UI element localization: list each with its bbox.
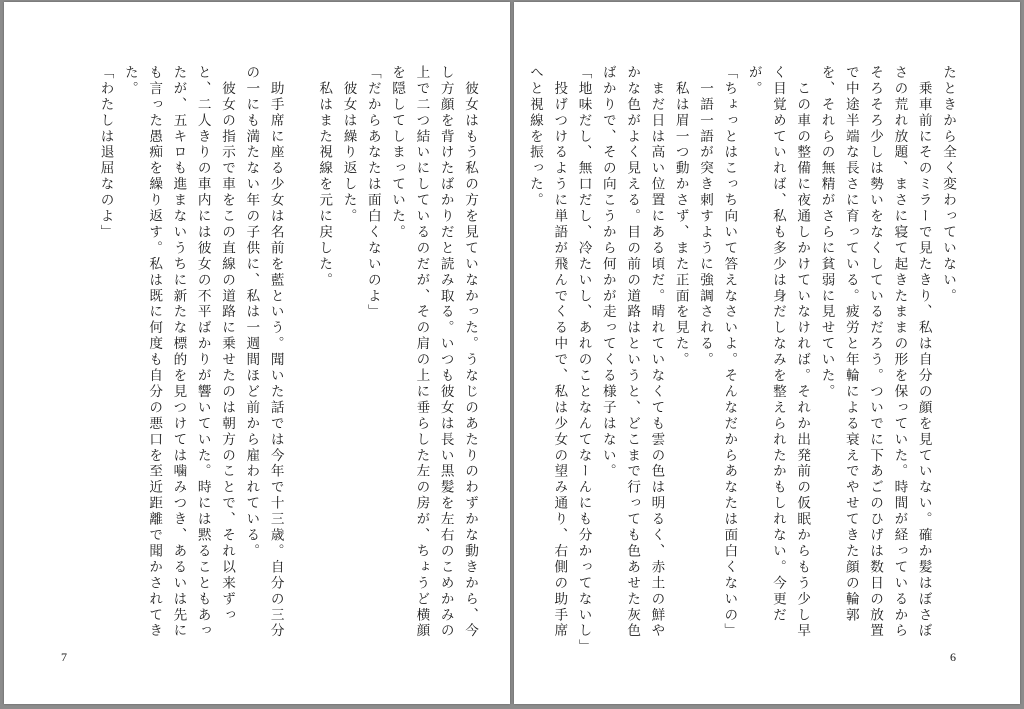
page-number-right: 6 — [950, 650, 956, 664]
paragraph: 彼女は繰り返した。 — [340, 65, 357, 225]
paragraph: 私は眉一つ動かさず、また正面を見た。 — [672, 65, 689, 369]
page-left[interactable] — [4, 2, 510, 704]
page-right[interactable] — [514, 2, 1020, 704]
paragraph: 彼女はもう私の方を見ていなかった。うなじのあたりのわずかな動きから、今し方顔を背けたばかりだと読み取る。いつも彼女は長い黒髪を左右のこめかみの上で二つ結いにしているのだが、その肩の上に垂らした左の房が、ちょうど横顔を隠してしまっていた。 — [389, 65, 478, 640]
paragraph: 「ちょっとはこっち向いて答えなさいよ。そんなだからあなたは面白くないの」 — [721, 65, 738, 640]
paragraph-blank — [288, 65, 312, 655]
paragraph: この車の整備に夜通しかけていなければ。それか出発前の仮眠からもう少し早く目覚めていれば、私も多少は身だしなみを整えられたかもしれない。今更だが。 — [745, 65, 811, 640]
paragraph: 「だからあなたは面白くないのよ」 — [364, 65, 381, 321]
paragraph: 私はまた視線を元に戻した。 — [316, 65, 333, 289]
paragraph: 「地味だし、無口だし、冷たいし、あれのことなんてなーんにも分かってないし」 — [575, 65, 592, 656]
paragraph: 一語一語が突き刺すように強調される。 — [697, 65, 714, 369]
page-right-text — [526, 65, 960, 656]
page-number-left: 7 — [61, 650, 67, 664]
paragraph: 投げつけるように単語が飛んでくる中で、私は少女の望み通り、右側の助手席へと視線を振った。 — [526, 65, 568, 640]
paragraph: たときから全く変わっていない。 — [940, 65, 956, 305]
paragraph: 助手席に座る少女は名前を藍という。聞いた話では今年で十三歳。自分の三分の一にも満たない年の子供に、私は一週間ほど前から雇われている。 — [243, 65, 284, 640]
paragraph: 「わたしは退屈なのよ」 — [97, 65, 114, 241]
paragraph: 彼女の指示で車をこの直線の道路に乗せたのは朝方のことで、それ以来ずっと、二人きりの車内には彼女の不平ばかりが響いていた。時には黙ることもあったが、五キロも進まないうちに新たな標的を見つけては噛みつき、あるいは先にも言った愚痴を繰り返す。私は既に何度も自分の悪口を至近距離で聞かされてきた。 — [121, 65, 236, 640]
paragraph: まだ日は高い位置にある頃だ。晴れていなくても雲の色は明るく、赤土の鮮やかな色がよく見える。目の前の道路はというと、どこまで行っても色あせた灰色ばかりで、その向こうから何かが走ってくる様子はない。 — [599, 65, 665, 640]
paragraph: 乗車前にそのミラーで見たきり、私は自分の顔を見ていない。確か髪はぼさぼさの荒れ放題、まさに寝て起きたままの形を保っていた。時間が経っているからそろそろ少しは勢いをなくしているだろう。ついでに下あごのひげは数日の放置で中途半端な長さに育っている。疲労と年輪による衰えでやせてきた顔の輪郭を、それらの無精がさらに貧弱に見せていた。 — [818, 65, 932, 640]
page-left-text — [82, 65, 482, 655]
